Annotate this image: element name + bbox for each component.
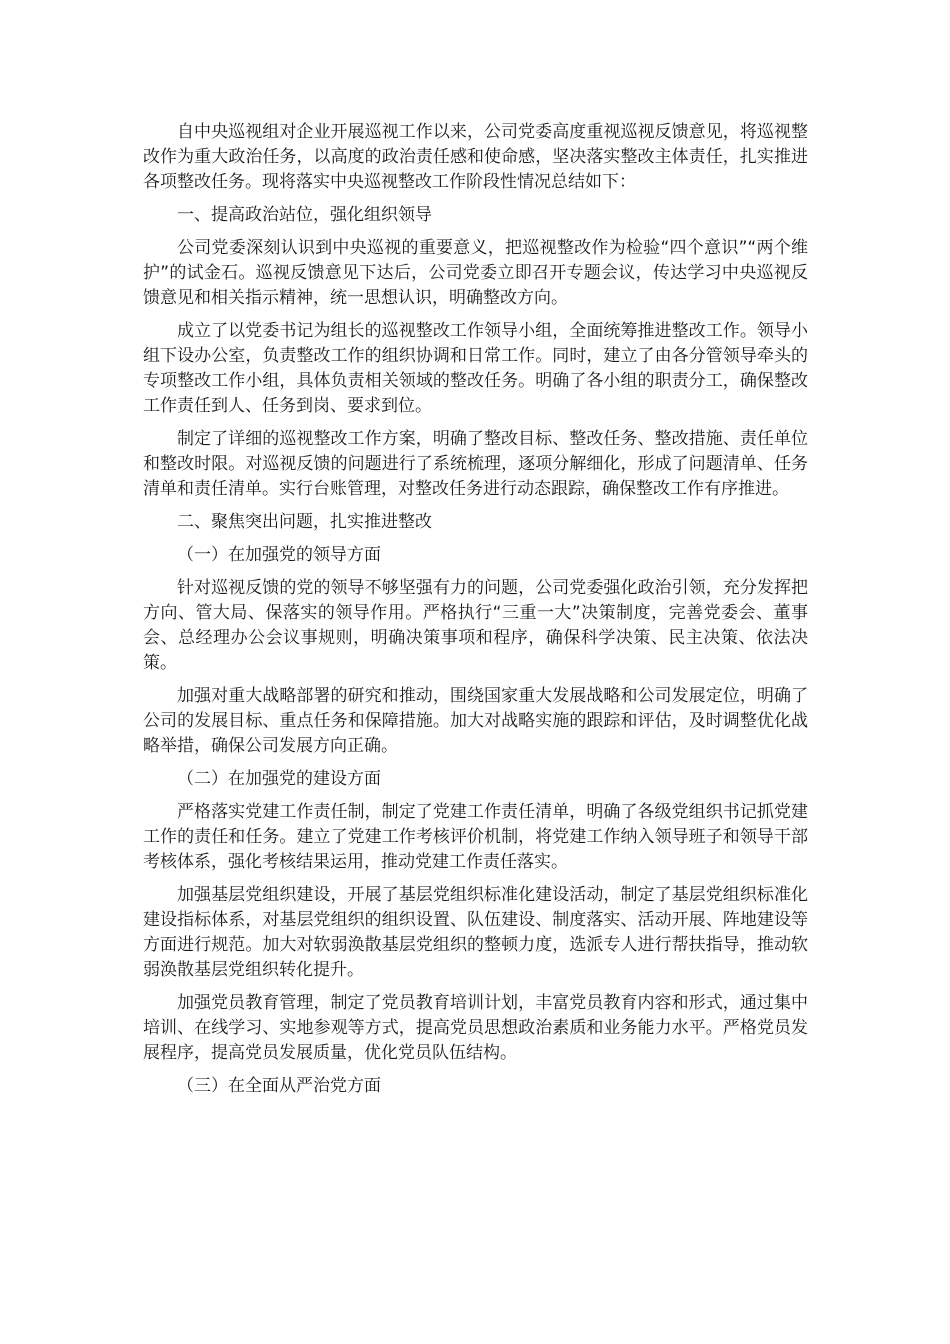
section-2-heading: 二、聚焦突出问题，扎实推进整改: [177, 512, 432, 532]
subsection-2-paragraph: 加强基层党组织建设，开展了基层党组织标准化建设活动，制定了基层党组织标准化建设指标体系，对基层党组织的组织设置、队伍建设、制度落实、活动开展、阵地建设等方面进行规范。加大对软弱涣散基层党组织的整顿力度，选派专人进行帮扶指导，推动软弱涣散基层党组织转化提升。: [143, 885, 808, 980]
subsection-1-paragraph: 针对巡视反馈的党的领导不够坚强有力的问题，公司党委强化政治引领，充分发挥把方向、管大局、保落实的领导作用。严格执行“三重一大”决策制度，完善党委会、董事会、总经理办公会议事规则，明确决策事项和程序，确保科学决策、民主决策、依法决策。: [143, 578, 808, 673]
section-1-paragraph: 公司党委深刻认识到中央巡视的重要意义，把巡视整改作为检验“四个意识”“两个维护”的试金石。巡视反馈意见下达后，公司党委立即召开专题会议，传达学习中央巡视反馈意见和相关指示精神，统一思想认识，明确整改方向。: [143, 238, 808, 308]
subsection-2-heading: （二）在加强党的建设方面: [177, 769, 381, 789]
section-1-paragraph: 制定了详细的巡视整改工作方案，明确了整改目标、整改任务、整改措施、责任单位和整改时限。对巡视反馈的问题进行了系统梳理，逐项分解细化，形成了问题清单、任务清单和责任清单。实行台账管理，对整改任务进行动态跟踪，确保整改工作有序推进。: [143, 429, 808, 499]
subsection-3-heading: （三）在全面从严治党方面: [177, 1076, 381, 1096]
subsection-1-paragraph: 加强对重大战略部署的研究和推动，围绕国家重大发展战略和公司发展定位，明确了公司的发展目标、重点任务和保障措施。加大对战略实施的跟踪和评估，及时调整优化战略举措，确保公司发展方向正确。: [143, 686, 808, 756]
intro-paragraph: 自中央巡视组对企业开展巡视工作以来，公司党委高度重视巡视反馈意见，将巡视整改作为重大政治任务，以高度的政治责任感和使命感，坚决落实整改主体责任，扎实推进各项整改任务。现将落实中央巡视整改工作阶段性情况总结如下：: [143, 122, 808, 192]
section-1-heading: 一、提高政治站位，强化组织领导: [177, 205, 432, 225]
subsection-2-paragraph: 加强党员教育管理，制定了党员教育培训计划，丰富党员教育内容和形式，通过集中培训、在线学习、实地参观等方式，提高党员思想政治素质和业务能力水平。严格党员发展程序，提高党员发展质量，优化党员队伍结构。: [143, 993, 808, 1063]
section-1-paragraph: 成立了以党委书记为组长的巡视整改工作领导小组，全面统筹推进整改工作。领导小组下设办公室，负责整改工作的组织协调和日常工作。同时，建立了由各分管领导牵头的专项整改工作小组，具体负责相关领域的整改任务。明确了各小组的职责分工，确保整改工作责任到人、任务到岗、要求到位。: [143, 321, 808, 416]
subsection-1-heading: （一）在加强党的领导方面: [177, 545, 381, 565]
subsection-2-paragraph: 严格落实党建工作责任制，制定了党建工作责任清单，明确了各级党组织书记抓党建工作的责任和任务。建立了党建工作考核评价机制，将党建工作纳入领导班子和领导干部考核体系，强化考核结果运用，推动党建工作责任落实。: [143, 802, 808, 872]
document-body: [143, 120, 808, 1107]
